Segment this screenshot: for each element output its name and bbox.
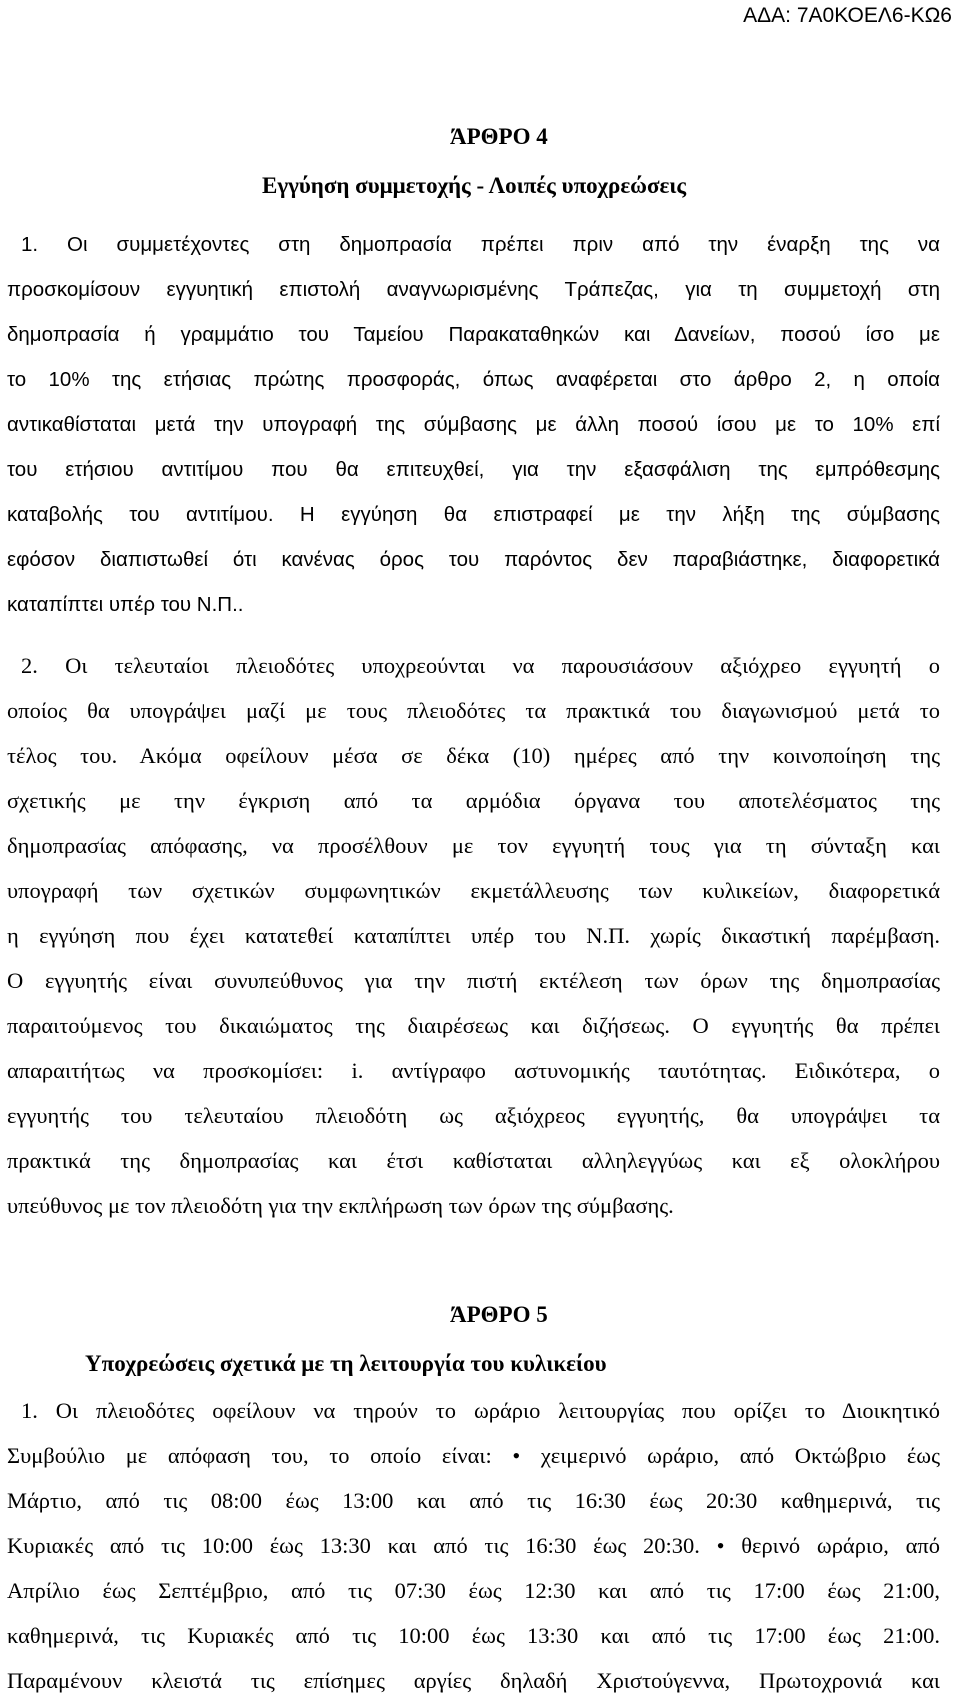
text-line: παραιτούμενος του δικαιώματος της διαιρέσεως και διζήσεως. Ο εγγυητής θα πρέπει xyxy=(7,1013,940,1038)
text-line: καθημερινά, τις Κυριακές από τις 10:00 έως 13:30 και από τις 17:00 έως 21:00. xyxy=(7,1623,940,1648)
text-line: 2. Οι τελευταίοι πλειοδότες υποχρεούνται να παρουσιάσουν αξιόχρεο εγγυητή ο xyxy=(21,653,940,678)
text-line: Ο εγγυητής είναι συνυπεύθυνος για την πιστή εκτέλεση των όρων της δημοπρασίας xyxy=(7,968,940,993)
text-line: αντικαθίσταται μετά την υπογραφή της σύμβασης με άλλη ποσού ίσου με το 10% επί xyxy=(7,413,940,436)
text-line: Παραμένουν κλειστά τις επίσημες αργίες δηλαδή Χριστούγεννα, Πρωτοχρονιά και xyxy=(7,1668,940,1693)
text-line: οποίος θα υπογράψει μαζί με τους πλειοδότες τα πρακτικά του διαγωνισμού μετά το xyxy=(7,698,940,723)
text-line: υπογραφή των σχετικών συμφωνητικών εκμετάλλευσης των κυλικείων, διαφορετικά xyxy=(7,878,940,903)
text-line: εγγυητής του τελευταίου πλειοδότη ως αξιόχρεος εγγυητής, θα υπογράψει τα xyxy=(7,1103,940,1128)
article-5-title: ΆΡΘΡΟ 5 xyxy=(450,1302,548,1327)
text-line: καταπίπτει υπέρ του Ν.Π.. xyxy=(7,593,244,616)
text-line: 1. Οι πλειοδότες οφείλουν να τηρούν το ωράριο λειτουργίας που ορίζει το Διοικητικό xyxy=(21,1398,940,1423)
text-line: Απρίλιο έως Σεπτέμβριο, από τις 07:30 έως 12:30 και από τις 17:00 έως 21:00, xyxy=(7,1578,940,1603)
text-line: τέλος του. Ακόμα οφείλουν μέσα σε δέκα (10) ημέρες από την κοινοποίηση της xyxy=(7,743,940,768)
text-line: πρακτικά της δημοπρασίας και έτσι καθίσταται αλληλεγγύως και εξ ολοκλήρου xyxy=(7,1148,940,1173)
text-line: δημοπρασίας απόφασης, να προσέλθουν με τον εγγυητή τους για τη σύνταξη και xyxy=(7,833,940,858)
article-4-title: ΆΡΘΡΟ 4 xyxy=(450,124,548,149)
text-line: καταβολής του αντιτίμου. Η εγγύηση θα επιστραφεί με την λήξη της σύμβασης xyxy=(7,503,940,526)
ada-code: ΑΔΑ: 7Α0ΚΟΕΛ6-ΚΩ6 xyxy=(743,4,952,27)
text-line: δημοπρασία ή γραμμάτιο του Ταμείου Παρακαταθηκών και Δανείων, ποσού ίσο με xyxy=(7,323,940,346)
text-line: υπεύθυνος με τον πλειοδότη για την εκπλήρωση των όρων της σύμβασης. xyxy=(7,1193,674,1218)
text-line: Κυριακές από τις 10:00 έως 13:30 και από τις 16:30 έως 20:30. • θερινό ωράριο, από xyxy=(7,1533,940,1558)
text-line: το 10% της ετήσιας πρώτης προσφοράς, όπως αναφέρεται στο άρθρο 2, η οποία xyxy=(7,368,940,391)
text-line: 1. Οι συμμετέχοντες στη δημοπρασία πρέπει πριν από την έναρξη της να xyxy=(21,233,940,256)
text-line: η εγγύηση που έχει κατατεθεί καταπίπτει υπέρ του Ν.Π. χωρίς δικαστική παρέμβαση. xyxy=(7,923,940,948)
article-5-subtitle: Υποχρεώσεις σχετικά με τη λειτουργία του κυλικείου xyxy=(85,1351,607,1376)
text-line: Συμβούλιο με απόφαση του, το οποίο είναι: • χειμερινό ωράριο, από Οκτώβριο έως xyxy=(7,1443,940,1468)
article-4-subtitle: Εγγύηση συμμετοχής - Λοιπές υποχρεώσεις xyxy=(262,173,687,198)
text-line: εφόσον διαπιστωθεί ότι κανένας όρος του παρόντος δεν παραβιάστηκε, διαφορετικά xyxy=(7,548,940,571)
text-line: σχετικής με την έγκριση από τα αρμόδια όργανα του αποτελέσματος της xyxy=(7,788,940,813)
text-line: απαραιτήτως να προσκομίσει: i. αντίγραφο αστυνομικής ταυτότητας. Ειδικότερα, ο xyxy=(7,1058,940,1083)
text-line: Μάρτιο, από τις 08:00 έως 13:00 και από τις 16:30 έως 20:30 καθημερινά, τις xyxy=(7,1488,940,1513)
text-line: του ετήσιου αντιτίμου που θα επιτευχθεί, για την εξασφάλιση της εμπρόθεσμης xyxy=(7,458,940,481)
text-line: προσκομίσουν εγγυητική επιστολή αναγνωρισμένης Τράπεζας, για τη συμμετοχή στη xyxy=(7,278,940,301)
